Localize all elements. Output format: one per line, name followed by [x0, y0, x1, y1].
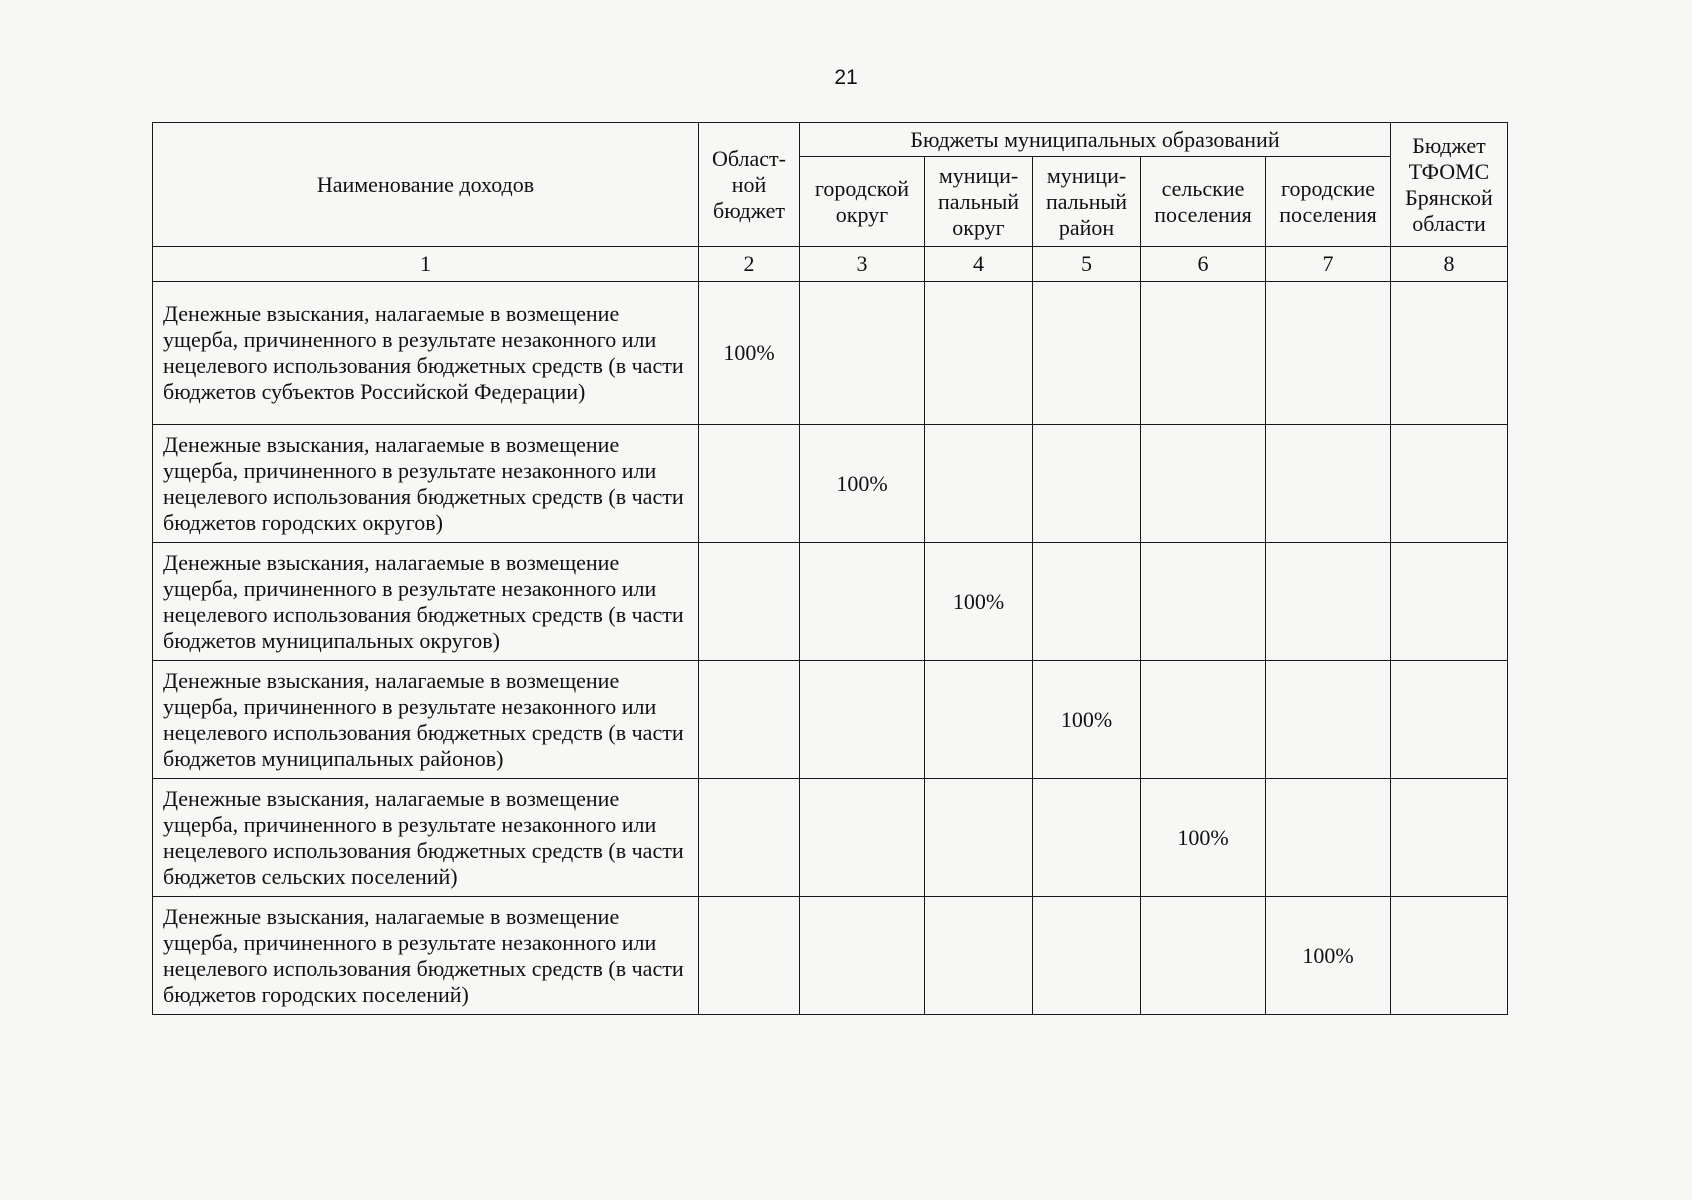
share-cell — [1033, 425, 1141, 543]
share-cell — [1033, 282, 1141, 425]
revenue-name: Денежные взыскания, налагаемые в возмещение ущерба, причиненного в результате незаконного или нецелевого использования бюджетных средств (в части бюджетов городских поселений) — [153, 897, 699, 1015]
revenue-name: Денежные взыскания, налагаемые в возмещение ущерба, причиненного в результате незаконного или нецелевого использования бюджетных средств (в части бюджетов городских округов) — [153, 425, 699, 543]
share-cell: 100% — [699, 282, 800, 425]
revenue-name: Денежные взыскания, налагаемые в возмещение ущерба, причиненного в результате незаконного или нецелевого использования бюджетных средств (в части бюджетов субъектов Российской Федерации) — [153, 282, 699, 425]
share-cell — [1033, 897, 1141, 1015]
share-cell — [925, 779, 1033, 897]
share-cell: 100% — [800, 425, 925, 543]
share-cell — [800, 661, 925, 779]
column-number: 3 — [800, 247, 925, 282]
table-row — [153, 661, 1508, 779]
share-cell — [1391, 425, 1508, 543]
page-number: 21 — [834, 66, 858, 89]
share-cell: 100% — [1266, 897, 1391, 1015]
column-number: 1 — [153, 247, 699, 282]
column-number: 7 — [1266, 247, 1391, 282]
table-row — [153, 779, 1508, 897]
column-number: 5 — [1033, 247, 1141, 282]
share-cell — [925, 661, 1033, 779]
share-cell — [925, 282, 1033, 425]
revenue-name: Денежные взыскания, налагаемые в возмещение ущерба, причиненного в результате незаконного или нецелевого использования бюджетных средств (в части бюджетов муниципальных округов) — [153, 543, 699, 661]
share-cell — [699, 543, 800, 661]
share-cell — [1033, 543, 1141, 661]
share-cell — [1266, 661, 1391, 779]
share-cell — [925, 425, 1033, 543]
share-cell — [699, 897, 800, 1015]
share-cell — [1391, 282, 1508, 425]
share-cell — [1266, 779, 1391, 897]
share-cell — [1033, 779, 1141, 897]
column-number: 6 — [1141, 247, 1266, 282]
share-cell — [1141, 543, 1266, 661]
header-rural-settlements: сельские поселения — [1141, 157, 1266, 247]
revenue-name: Денежные взыскания, налагаемые в возмещение ущерба, причиненного в результате незаконного или нецелевого использования бюджетных средств (в части бюджетов муниципальных районов) — [153, 661, 699, 779]
table-row — [153, 425, 1508, 543]
header-tfoms-budget: Бюджет ТФОМС Брянской области — [1391, 123, 1508, 247]
column-number: 8 — [1391, 247, 1508, 282]
share-cell — [1391, 543, 1508, 661]
share-cell — [1141, 897, 1266, 1015]
header-municipal-region: муници- пальный район — [1033, 157, 1141, 247]
share-cell — [800, 897, 925, 1015]
share-cell — [800, 779, 925, 897]
share-cell — [1266, 282, 1391, 425]
share-cell — [800, 282, 925, 425]
share-cell — [1391, 661, 1508, 779]
share-cell — [1141, 661, 1266, 779]
table-row — [153, 897, 1508, 1015]
column-number: 2 — [699, 247, 800, 282]
share-cell — [699, 425, 800, 543]
table-row — [153, 282, 1508, 425]
header-regional-budget: Област- ной бюджет — [699, 123, 800, 247]
header-revenue-name: Наименование доходов — [153, 123, 699, 247]
share-cell — [1391, 897, 1508, 1015]
share-cell — [1266, 425, 1391, 543]
table-row — [153, 543, 1508, 661]
share-cell: 100% — [1033, 661, 1141, 779]
revenue-name: Денежные взыскания, налагаемые в возмещение ущерба, причиненного в результате незаконного или нецелевого использования бюджетных средств (в части бюджетов сельских поселений) — [153, 779, 699, 897]
share-cell: 100% — [925, 543, 1033, 661]
column-number: 4 — [925, 247, 1033, 282]
header-municipal-district: муници- пальный округ — [925, 157, 1033, 247]
share-cell — [699, 661, 800, 779]
header-municipal-budgets: Бюджеты муниципальных образований — [800, 123, 1391, 157]
header-urban-settlements: городские поселения — [1266, 157, 1391, 247]
column-number-row — [153, 247, 1508, 282]
share-cell — [1391, 779, 1508, 897]
share-cell — [1141, 425, 1266, 543]
share-cell — [699, 779, 800, 897]
share-cell — [1266, 543, 1391, 661]
revenue-distribution-table — [152, 122, 1508, 1015]
share-cell — [925, 897, 1033, 1015]
share-cell — [800, 543, 925, 661]
share-cell — [1141, 282, 1266, 425]
share-cell: 100% — [1141, 779, 1266, 897]
header-city-district: городской округ — [800, 157, 925, 247]
